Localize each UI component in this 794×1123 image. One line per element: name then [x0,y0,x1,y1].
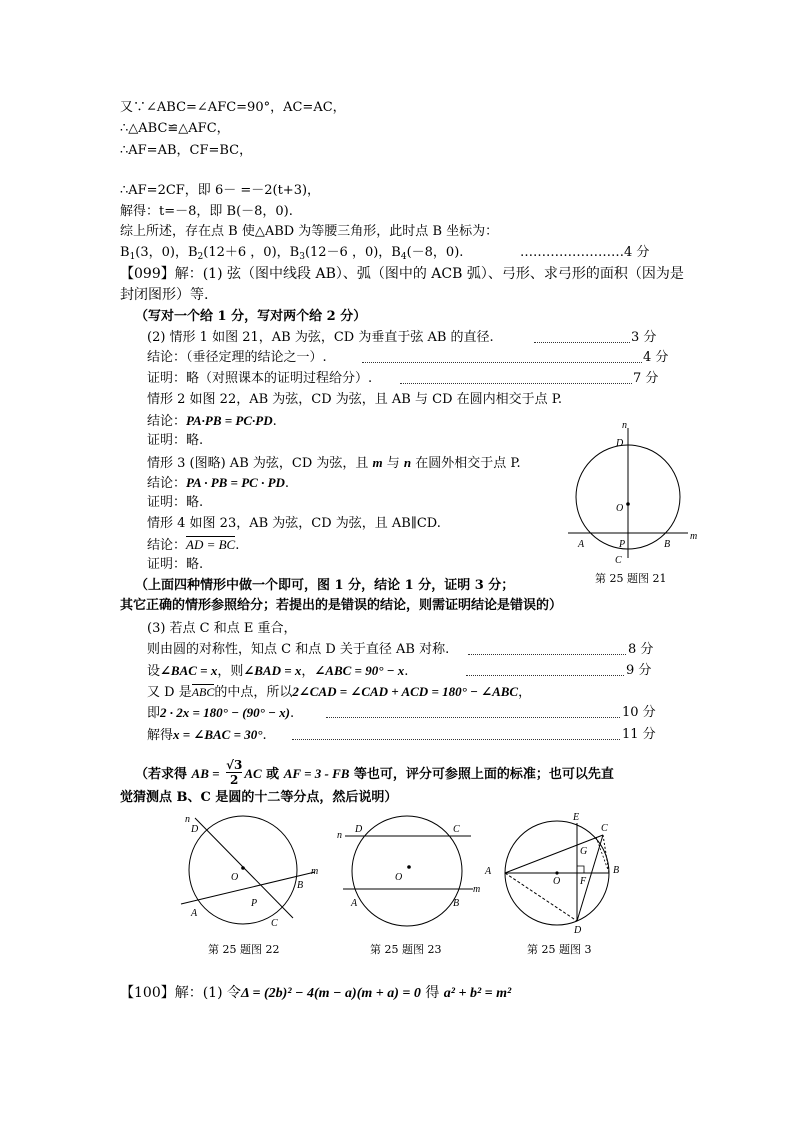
dot-leader [466,675,624,676]
score: 7 分 [633,371,659,386]
problem-099-line: 封闭图形）等. [120,287,209,303]
figure-caption: 第 25 题图 22 [208,943,280,956]
label-A: A [191,908,198,919]
conclusion-line: 结论：AD = BC. [147,537,240,553]
right-angle-mark [577,866,584,873]
dot-leader [468,654,626,655]
figure-3 [480,800,630,940]
conclusion-line: 结论：PA · PB = PC · PD. [147,475,290,491]
text-line: ∴AF=AB，CF=BC， [120,143,253,158]
scoring-note: 觉猜测点 B、C 是圆的十二等分点，然后说明） [120,790,398,805]
label-O: O [553,876,561,887]
scoring-note: （若求得 AB = $\frac{√3}{2}$ AC 或 AF = 3 - FB 等也可，评分可参照上面的标准；也可以先直 [135,758,614,787]
problem-100-line: 【100】解：(1) 令Δ = (2b)² − 4(m − a)(m + a) = 0 得 a² + b² = m² [120,985,512,1001]
conclusion-line: 结论：PA·PB = PC·PD. [147,413,277,429]
label-A: A [578,539,585,550]
dot-leader [292,739,620,740]
label-B: B [297,880,304,891]
fraction: $\frac{√3}{2}$ [226,758,243,787]
figure-21 [560,420,710,590]
score: 4 分 [643,350,669,365]
label-D: D [616,438,624,449]
score: 10 分 [622,705,656,720]
part3-line: 则由圆的对称性，知点 C 和点 D 关于直径 AB 对称. [147,642,450,657]
case-2-line: 情形 2 如图 22，AB 为弦，CD 为弦，且 AB 与 CD 在圆内相交于点 P. [147,392,563,407]
label-n: n [337,830,342,841]
figure-caption: 第 25 题图 23 [370,943,442,956]
scoring-note: 其它正确的情形参照给分；若提出的是错误的结论，则需证明结论是错误的） [120,598,563,613]
circle [189,816,297,924]
chord-AC [505,835,603,873]
text-line: ∴△ABC≌△AFC， [120,121,230,136]
text-line: ∴AF=2CF，即 6－ =－2(t+3)， [120,183,321,198]
part3-line: 设∠BAC = x，则∠BAD = x，∠ABC = 90° − x. [147,663,409,679]
label-A: A [485,866,492,877]
chord-AD [505,873,577,921]
proof-line: 证明：略. [147,433,204,448]
figure-caption: 第 25 题图 3 [527,943,592,956]
label-D: D [355,824,363,835]
score: 9 分 [626,663,652,678]
label-m: m [690,531,698,542]
label-B: B [613,865,620,876]
score: 8 分 [628,642,654,657]
part3-line: 即2 · 2x = 180° − (90° − x). [147,705,295,721]
part3-line: 又 D 是ABC的中点，所以2∠CAD = ∠CAD + ACD = 180° − ∠ABC， [147,684,532,700]
figure-23 [335,812,485,937]
label-P: P [251,898,258,909]
label-B: B [664,539,671,550]
label-A: A [351,898,358,909]
label-O: O [395,872,403,883]
circle [352,816,462,926]
score: 11 分 [622,727,656,742]
center-point [555,871,558,874]
label-m: m [311,866,319,877]
conclusion-line: 结论：（垂径定理的结论之一）. [147,350,327,365]
label-C: C [271,918,278,929]
proof-line: 证明：略. [147,557,204,572]
scoring-note: （上面四种情形中做一个即可，图 1 分，结论 1 分，证明 3 分； [135,578,515,593]
score: 3 分 [631,330,657,345]
dot-leader [534,342,630,343]
label-n: n [185,814,190,825]
label-D: D [574,925,582,936]
label-O: O [231,872,239,883]
center-point [407,865,411,869]
center-point [241,866,245,870]
chord-CB [603,835,609,873]
dot-leader [326,717,620,718]
label-C: C [601,823,608,834]
proof-line: 证明：略. [147,495,204,510]
text-line: 综上所述，存在点 B 使△ABD 为等腰三角形，此时点 B 坐标为： [120,224,499,239]
label-m: m [473,884,481,895]
label-P: P [619,539,626,550]
label-O: O [616,503,624,514]
part3-line: (3) 若点 C 和点 E 重合， [147,621,297,636]
label-D: D [191,824,199,835]
case-3-line: 情形 3 (图略) AB 为弦，CD 为弦，且 m 与 n 在圆外相交于点 P. [147,455,521,471]
case-4-line: 情形 4 如图 23，AB 为弦，CD 为弦，且 AB∥CD. [147,516,441,531]
scoring-note: （写对一个给 1 分，写对两个给 2 分） [135,309,367,324]
dot-leader [362,362,642,363]
part3-line: 解得x = ∠BAC = 30°. [147,727,267,743]
label-E: E [573,812,580,823]
center-point [626,502,630,506]
line-m [181,872,315,904]
label-G: G [580,846,588,857]
problem-099-line: 【099】解：(1) 弦（图中线段 AB）、弧（图中的 ACB 弧）、弓形、求弓形的面积（因为是 [120,266,684,282]
text-line: 又∵∠ABC=∠AFC=90°，AC=AC， [120,100,346,115]
score: ……………………4 分 [520,245,650,260]
proof-line: 证明：略（对照课本的证明过程给分）. [147,371,373,386]
label-n: n [622,420,627,431]
coordinates-line: $B_1(3$，0)，$B_2(12+6$ ，0)，$B_3(12-6$ ，0)，$B_4(-8$，0). [120,245,464,262]
case-1-line: (2) 情形 1 如图 21，AB 为弦，CD 为垂直于弦 AB 的直径. [147,330,494,345]
label-C: C [453,824,460,835]
label-F: F [580,876,587,887]
label-C: C [615,555,622,566]
dot-leader [400,383,632,384]
figure-caption: 第 25 题图 21 [595,572,667,585]
text-line: 解得：t=－8，即 B(－8，0). [120,204,293,219]
figure-22 [175,812,330,937]
label-B: B [453,898,460,909]
